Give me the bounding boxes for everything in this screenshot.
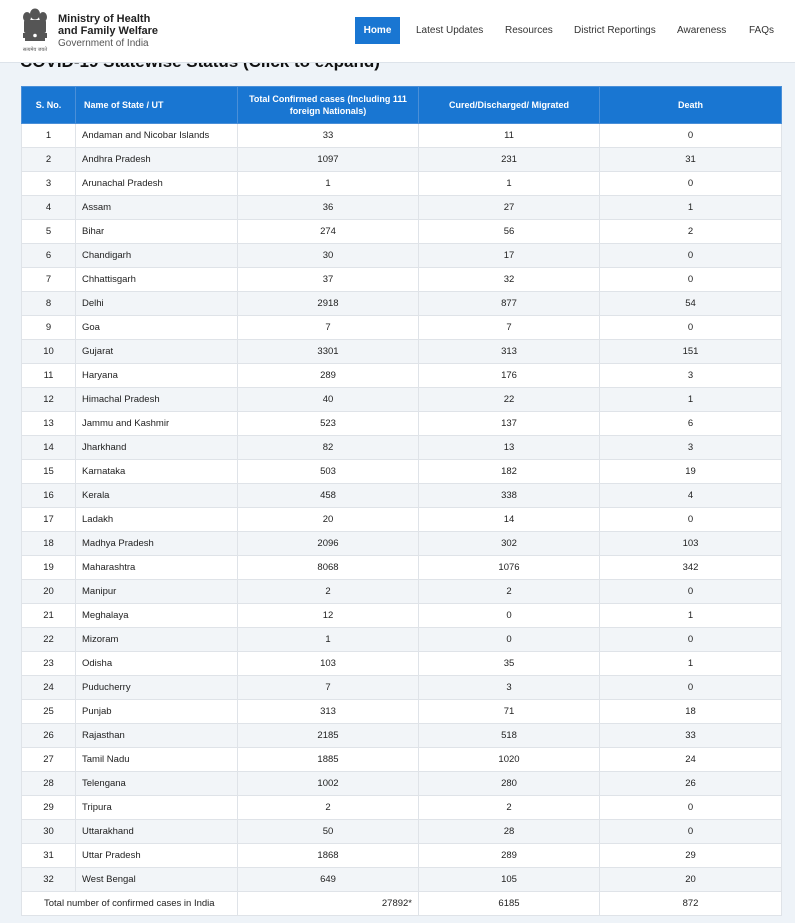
cell-confirmed: 1885 xyxy=(238,748,419,772)
cell-cured: 71 xyxy=(419,700,600,724)
cell-state: Gujarat xyxy=(76,340,238,364)
cell-sno: 19 xyxy=(22,556,76,580)
cell-death: 0 xyxy=(600,796,782,820)
cell-death: 4 xyxy=(600,484,782,508)
cell-sno: 3 xyxy=(22,172,76,196)
cell-state: Madhya Pradesh xyxy=(76,532,238,556)
total-label: Total number of confirmed cases in India xyxy=(22,892,238,916)
total-cured: 6185 xyxy=(419,892,600,916)
cell-confirmed: 2185 xyxy=(238,724,419,748)
cell-cured: 105 xyxy=(419,868,600,892)
table-row[interactable] xyxy=(22,796,782,820)
cell-sno: 31 xyxy=(22,844,76,868)
header-sno: S. No. xyxy=(22,87,76,124)
table-row[interactable] xyxy=(22,820,782,844)
cell-death: 0 xyxy=(600,316,782,340)
cell-sno: 7 xyxy=(22,268,76,292)
table-row[interactable] xyxy=(22,628,782,652)
cell-confirmed: 274 xyxy=(238,220,419,244)
table-row[interactable] xyxy=(22,220,782,244)
cell-state: Telengana xyxy=(76,772,238,796)
cell-death: 20 xyxy=(600,868,782,892)
cell-confirmed: 289 xyxy=(238,364,419,388)
cell-state: Tamil Nadu xyxy=(76,748,238,772)
cell-cured: 27 xyxy=(419,196,600,220)
cell-death: 0 xyxy=(600,508,782,532)
cell-state: Goa xyxy=(76,316,238,340)
cell-sno: 17 xyxy=(22,508,76,532)
cell-state: Tripura xyxy=(76,796,238,820)
cell-death: 6 xyxy=(600,412,782,436)
cell-confirmed: 30 xyxy=(238,244,419,268)
cell-sno: 21 xyxy=(22,604,76,628)
nav-latest-updates[interactable]: Latest Updates xyxy=(416,25,484,36)
header-cured: Cured/Discharged/ Migrated xyxy=(419,87,600,124)
cell-cured: 1020 xyxy=(419,748,600,772)
cell-confirmed: 1 xyxy=(238,628,419,652)
cell-state: Uttarakhand xyxy=(76,820,238,844)
statewise-table xyxy=(21,86,782,916)
ministry-name-line2: and Family Welfare xyxy=(58,25,159,37)
cell-death: 29 xyxy=(600,844,782,868)
table-row[interactable] xyxy=(22,196,782,220)
government-label: Government of India xyxy=(58,38,149,49)
cell-cured: 3 xyxy=(419,676,600,700)
cell-state: Kerala xyxy=(76,484,238,508)
total-death: 872 xyxy=(600,892,782,916)
cell-sno: 23 xyxy=(22,652,76,676)
table-row[interactable] xyxy=(22,316,782,340)
cell-sno: 5 xyxy=(22,220,76,244)
cell-confirmed: 2096 xyxy=(238,532,419,556)
cell-cured: 280 xyxy=(419,772,600,796)
cell-death: 31 xyxy=(600,148,782,172)
cell-death: 151 xyxy=(600,340,782,364)
cell-death: 0 xyxy=(600,580,782,604)
emblem-motto: सत्यमेव जयते xyxy=(22,47,48,53)
cell-state: Punjab xyxy=(76,700,238,724)
cell-death: 0 xyxy=(600,628,782,652)
cell-state: West Bengal xyxy=(76,868,238,892)
table-row[interactable] xyxy=(22,124,782,148)
cell-death: 103 xyxy=(600,532,782,556)
cell-death: 0 xyxy=(600,676,782,700)
cell-confirmed: 50 xyxy=(238,820,419,844)
table-row[interactable] xyxy=(22,364,782,388)
cell-sno: 24 xyxy=(22,676,76,700)
table-row[interactable] xyxy=(22,556,782,580)
cell-confirmed: 1002 xyxy=(238,772,419,796)
cell-cured: 1076 xyxy=(419,556,600,580)
cell-confirmed: 33 xyxy=(238,124,419,148)
cell-state: Maharashtra xyxy=(76,556,238,580)
table-row[interactable] xyxy=(22,676,782,700)
cell-confirmed: 8068 xyxy=(238,556,419,580)
cell-death: 1 xyxy=(600,604,782,628)
cell-death: 0 xyxy=(600,244,782,268)
table-row[interactable] xyxy=(22,700,782,724)
cell-state: Delhi xyxy=(76,292,238,316)
nav-resources[interactable]: Resources xyxy=(505,25,553,36)
table-row[interactable] xyxy=(22,388,782,412)
cell-cured: 0 xyxy=(419,628,600,652)
cell-state: Bihar xyxy=(76,220,238,244)
cell-sno: 8 xyxy=(22,292,76,316)
table-row[interactable] xyxy=(22,292,782,316)
cell-confirmed: 7 xyxy=(238,676,419,700)
cell-cured: 7 xyxy=(419,316,600,340)
table-row[interactable] xyxy=(22,268,782,292)
cell-state: Andaman and Nicobar Islands xyxy=(76,124,238,148)
cell-state: Andhra Pradesh xyxy=(76,148,238,172)
cell-state: Meghalaya xyxy=(76,604,238,628)
cell-state: Rajasthan xyxy=(76,724,238,748)
cell-state: Jharkhand xyxy=(76,436,238,460)
cell-state: Uttar Pradesh xyxy=(76,844,238,868)
table-row[interactable] xyxy=(22,724,782,748)
cell-cured: 11 xyxy=(419,124,600,148)
cell-sno: 29 xyxy=(22,796,76,820)
cell-death: 0 xyxy=(600,820,782,844)
cell-confirmed: 649 xyxy=(238,868,419,892)
cell-state: Chandigarh xyxy=(76,244,238,268)
cell-cured: 2 xyxy=(419,796,600,820)
cell-death: 3 xyxy=(600,436,782,460)
national-emblem-logo[interactable] xyxy=(18,5,52,55)
cell-cured: 518 xyxy=(419,724,600,748)
table-row[interactable] xyxy=(22,844,782,868)
cell-death: 2 xyxy=(600,220,782,244)
cell-cured: 231 xyxy=(419,148,600,172)
cell-confirmed: 458 xyxy=(238,484,419,508)
cell-confirmed: 7 xyxy=(238,316,419,340)
table-row[interactable] xyxy=(22,868,782,892)
cell-sno: 27 xyxy=(22,748,76,772)
cell-sno: 25 xyxy=(22,700,76,724)
cell-death: 26 xyxy=(600,772,782,796)
cell-sno: 11 xyxy=(22,364,76,388)
cell-cured: 56 xyxy=(419,220,600,244)
cell-sno: 6 xyxy=(22,244,76,268)
cell-sno: 10 xyxy=(22,340,76,364)
table-row[interactable] xyxy=(22,148,782,172)
cell-cured: 14 xyxy=(419,508,600,532)
cell-confirmed: 103 xyxy=(238,652,419,676)
nav-district-reportings[interactable]: District Reportings xyxy=(574,25,656,36)
cell-death: 19 xyxy=(600,460,782,484)
header-confirmed: Total Confirmed cases (Including 111 foreign Nationals) xyxy=(238,87,419,124)
cell-cured: 17 xyxy=(419,244,600,268)
header-state: Name of State / UT xyxy=(76,87,238,124)
table-body xyxy=(22,124,782,916)
cell-cured: 338 xyxy=(419,484,600,508)
cell-confirmed: 3301 xyxy=(238,340,419,364)
cell-cured: 877 xyxy=(419,292,600,316)
cell-death: 33 xyxy=(600,724,782,748)
cell-state: Puducherry xyxy=(76,676,238,700)
cell-state: Odisha xyxy=(76,652,238,676)
cell-cured: 176 xyxy=(419,364,600,388)
cell-death: 1 xyxy=(600,652,782,676)
cell-death: 3 xyxy=(600,364,782,388)
cell-cured: 35 xyxy=(419,652,600,676)
table-row[interactable] xyxy=(22,748,782,772)
cell-confirmed: 36 xyxy=(238,196,419,220)
cell-death: 54 xyxy=(600,292,782,316)
cell-confirmed: 37 xyxy=(238,268,419,292)
ministry-name-line1: Ministry of Health xyxy=(58,13,151,25)
cell-state: Mizoram xyxy=(76,628,238,652)
cell-sno: 32 xyxy=(22,868,76,892)
cell-confirmed: 20 xyxy=(238,508,419,532)
nav-awareness[interactable]: Awareness xyxy=(677,25,727,36)
cell-sno: 16 xyxy=(22,484,76,508)
cell-sno: 30 xyxy=(22,820,76,844)
table-row[interactable] xyxy=(22,340,782,364)
cell-cured: 1 xyxy=(419,172,600,196)
table-row[interactable] xyxy=(22,532,782,556)
header-death: Death xyxy=(600,87,782,124)
cell-sno: 22 xyxy=(22,628,76,652)
cell-sno: 13 xyxy=(22,412,76,436)
cell-death: 0 xyxy=(600,172,782,196)
cell-death: 24 xyxy=(600,748,782,772)
cell-sno: 9 xyxy=(22,316,76,340)
table-row[interactable] xyxy=(22,172,782,196)
cell-cured: 302 xyxy=(419,532,600,556)
cell-sno: 4 xyxy=(22,196,76,220)
cell-death: 0 xyxy=(600,268,782,292)
cell-cured: 182 xyxy=(419,460,600,484)
table-row[interactable] xyxy=(22,436,782,460)
cell-confirmed: 2 xyxy=(238,580,419,604)
site-header xyxy=(0,0,795,63)
cell-confirmed: 1868 xyxy=(238,844,419,868)
cell-sno: 20 xyxy=(22,580,76,604)
cell-cured: 13 xyxy=(419,436,600,460)
table-row[interactable] xyxy=(22,412,782,436)
cell-cured: 32 xyxy=(419,268,600,292)
cell-cured: 22 xyxy=(419,388,600,412)
cell-cured: 289 xyxy=(419,844,600,868)
ministry-brand[interactable] xyxy=(58,13,158,50)
cell-sno: 18 xyxy=(22,532,76,556)
cell-cured: 313 xyxy=(419,340,600,364)
cell-state: Assam xyxy=(76,196,238,220)
table-row[interactable] xyxy=(22,460,782,484)
table-row[interactable] xyxy=(22,244,782,268)
cell-confirmed: 503 xyxy=(238,460,419,484)
cell-confirmed: 12 xyxy=(238,604,419,628)
total-confirmed: 27892* xyxy=(238,892,419,916)
cell-confirmed: 313 xyxy=(238,700,419,724)
cell-cured: 137 xyxy=(419,412,600,436)
cell-death: 0 xyxy=(600,124,782,148)
cell-confirmed: 2918 xyxy=(238,292,419,316)
cell-sno: 15 xyxy=(22,460,76,484)
cell-state: Jammu and Kashmir xyxy=(76,412,238,436)
total-row xyxy=(22,892,782,916)
cell-state: Himachal Pradesh xyxy=(76,388,238,412)
nav-home[interactable]: Home xyxy=(355,17,400,44)
cell-confirmed: 40 xyxy=(238,388,419,412)
cell-sno: 26 xyxy=(22,724,76,748)
cell-confirmed: 1097 xyxy=(238,148,419,172)
table-row[interactable] xyxy=(22,508,782,532)
cell-state: Chhattisgarh xyxy=(76,268,238,292)
cell-cured: 0 xyxy=(419,604,600,628)
table-row[interactable] xyxy=(22,772,782,796)
cell-sno: 14 xyxy=(22,436,76,460)
cell-sno: 12 xyxy=(22,388,76,412)
cell-sno: 28 xyxy=(22,772,76,796)
cell-state: Haryana xyxy=(76,364,238,388)
cell-confirmed: 82 xyxy=(238,436,419,460)
nav-faqs[interactable]: FAQs xyxy=(749,25,775,36)
cell-death: 18 xyxy=(600,700,782,724)
cell-confirmed: 1 xyxy=(238,172,419,196)
table-header-row xyxy=(22,87,782,124)
statewise-table-container xyxy=(21,86,781,916)
cell-state: Manipur xyxy=(76,580,238,604)
table-row[interactable] xyxy=(22,652,782,676)
cell-state: Karnataka xyxy=(76,460,238,484)
cell-death: 1 xyxy=(600,388,782,412)
cell-sno: 1 xyxy=(22,124,76,148)
cell-confirmed: 2 xyxy=(238,796,419,820)
cell-confirmed: 523 xyxy=(238,412,419,436)
cell-state: Ladakh xyxy=(76,508,238,532)
cell-sno: 2 xyxy=(22,148,76,172)
table-row[interactable] xyxy=(22,484,782,508)
cell-cured: 28 xyxy=(419,820,600,844)
table-row[interactable] xyxy=(22,604,782,628)
table-row[interactable] xyxy=(22,580,782,604)
cell-cured: 2 xyxy=(419,580,600,604)
cell-state: Arunachal Pradesh xyxy=(76,172,238,196)
cell-death: 342 xyxy=(600,556,782,580)
cell-death: 1 xyxy=(600,196,782,220)
